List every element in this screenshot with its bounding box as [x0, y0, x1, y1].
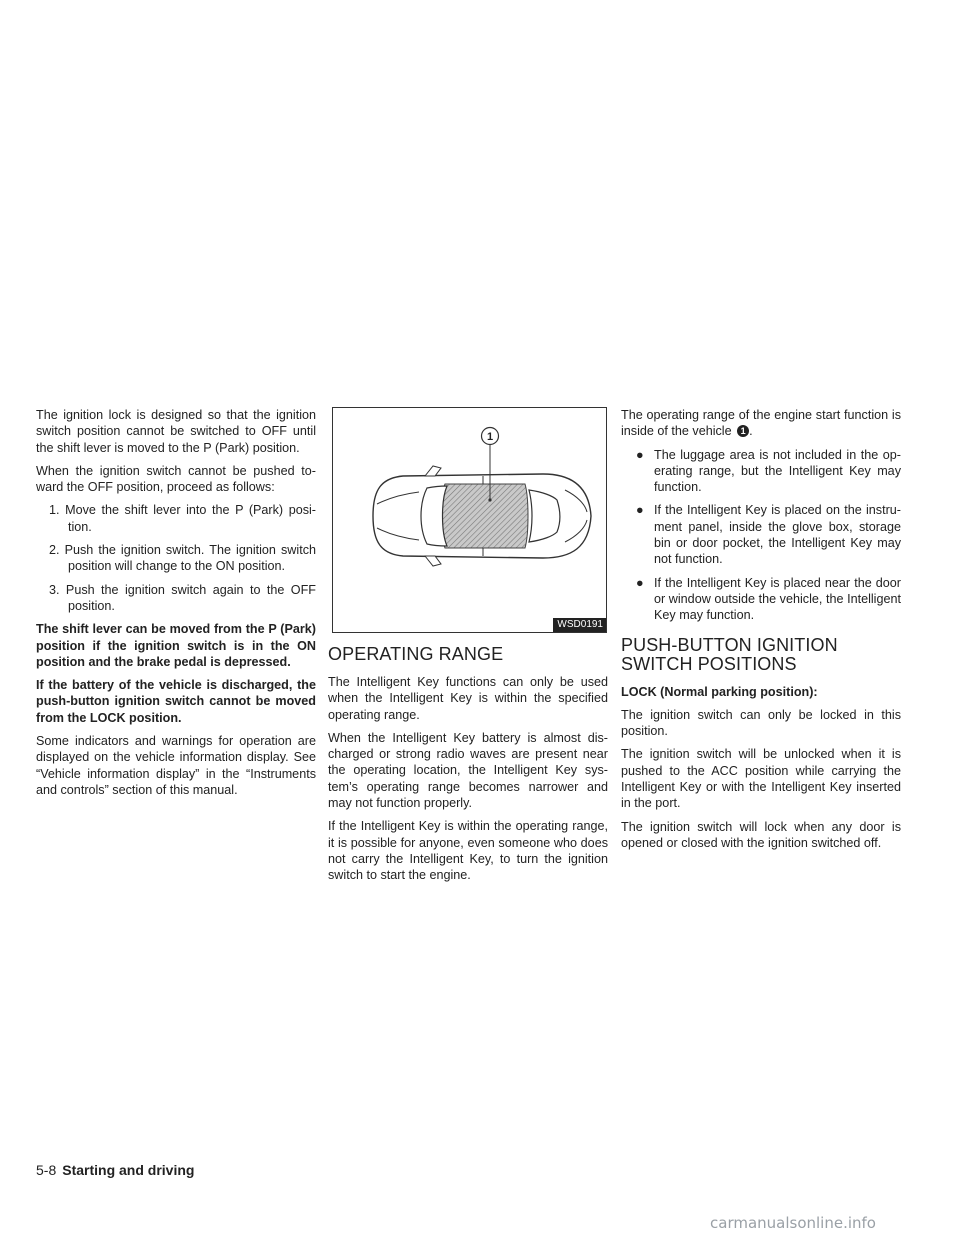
bold-note: The shift lever can be moved from the P (Park) position if the ignition switch is in the ON position and the brake pedal is depressed.	[36, 622, 316, 669]
bold-note: If the battery of the vehicle is discharged, the push-button ignition switch cannot be moved from the LOCK position.	[36, 678, 316, 725]
page-footer	[36, 1162, 194, 1178]
list-item-text: The luggage area is not included in the op-erating range, but the Intelligent Key may function.	[654, 447, 901, 495]
figure-code: WSD0191	[553, 618, 606, 632]
list-item: 1. Move the shift lever into the P (Park) posi-tion.	[49, 503, 316, 534]
section-heading: OPERATING RANGE	[328, 644, 504, 664]
bullet-icon: ●	[636, 503, 644, 518]
paragraph: The ignition switch will lock when any door is opened or closed with the ignition switched off.	[621, 819, 901, 850]
section-heading: PUSH-BUTTON IGNITION SWITCH POSITIONS	[621, 634, 838, 674]
car-top-view-illustration	[333, 408, 606, 632]
paragraph: Some indicators and warnings for operation are displayed on the vehicle information display. See “Vehicle information display” in the “Instruments and controls” section of this manual.	[36, 734, 316, 797]
paragraph	[621, 407, 901, 440]
watermark: carmanualsonline.info	[710, 1214, 876, 1232]
paragraph: When the Intelligent Key battery is almost dis-charged or strong radio waves are present near the operating location, the Intelligent Key sys-tem’s operating range becomes narrower and may not function properly.	[328, 730, 608, 811]
paragraph: If the Intelligent Key is within the operating range, it is possible for anyone, even someone who does not carry the Intelligent Key, to turn the ignition switch to start the engine.	[328, 819, 608, 883]
list-item: 3. Push the ignition switch again to the OFF position.	[49, 582, 316, 613]
list-item	[621, 502, 901, 567]
steps-list	[36, 502, 316, 614]
paragraph: The ignition lock is designed so that the ignition switch position cannot be switched to OFF until the shift lever is moved to the P (Park) position.	[36, 408, 316, 455]
column-middle	[328, 407, 608, 891]
operating-range-figure	[332, 407, 607, 633]
callout-number: 1	[737, 425, 749, 437]
paragraph: The Intelligent Key functions can only be used when the Intelligent Key is within the specified operating range.	[328, 675, 608, 722]
section-title: Starting and driving	[62, 1162, 195, 1178]
page-number: 5-8	[36, 1162, 57, 1178]
list-item	[621, 575, 901, 624]
paragraph: The ignition switch will be unlocked when it is pushed to the ACC position while carrying the Intelligent Key or with the Intelligent Key inserted in the port.	[621, 747, 901, 811]
list-item-text: If the Intelligent Key is placed on the instru-ment panel, inside the glove box, storage bin or door pocket, the Intelligent Key may not function.	[654, 503, 901, 567]
paragraph-text: The operating range of the engine start function is inside of the vehicle	[621, 408, 901, 439]
list-item-text: If the Intelligent Key is placed near the door or window outside the vehicle, the Intelligent Key may function.	[654, 575, 901, 623]
subheading: LOCK (Normal parking position):	[621, 684, 818, 699]
column-right	[621, 407, 901, 858]
list-item: 2. Push the ignition switch. The ignition switch position will change to the ON position.	[49, 543, 316, 574]
bullet-list	[621, 447, 901, 624]
paragraph: The ignition switch can only be locked in this position.	[621, 707, 901, 739]
list-item	[621, 447, 901, 496]
bullet-icon: ●	[636, 575, 644, 590]
bullet-icon: ●	[636, 447, 644, 462]
paragraph: When the ignition switch cannot be pushed to-ward the OFF position, proceed as follows:	[36, 463, 316, 495]
paragraph-end: .	[749, 424, 753, 439]
figure-callout: 1	[486, 431, 494, 443]
column-left	[36, 407, 316, 805]
